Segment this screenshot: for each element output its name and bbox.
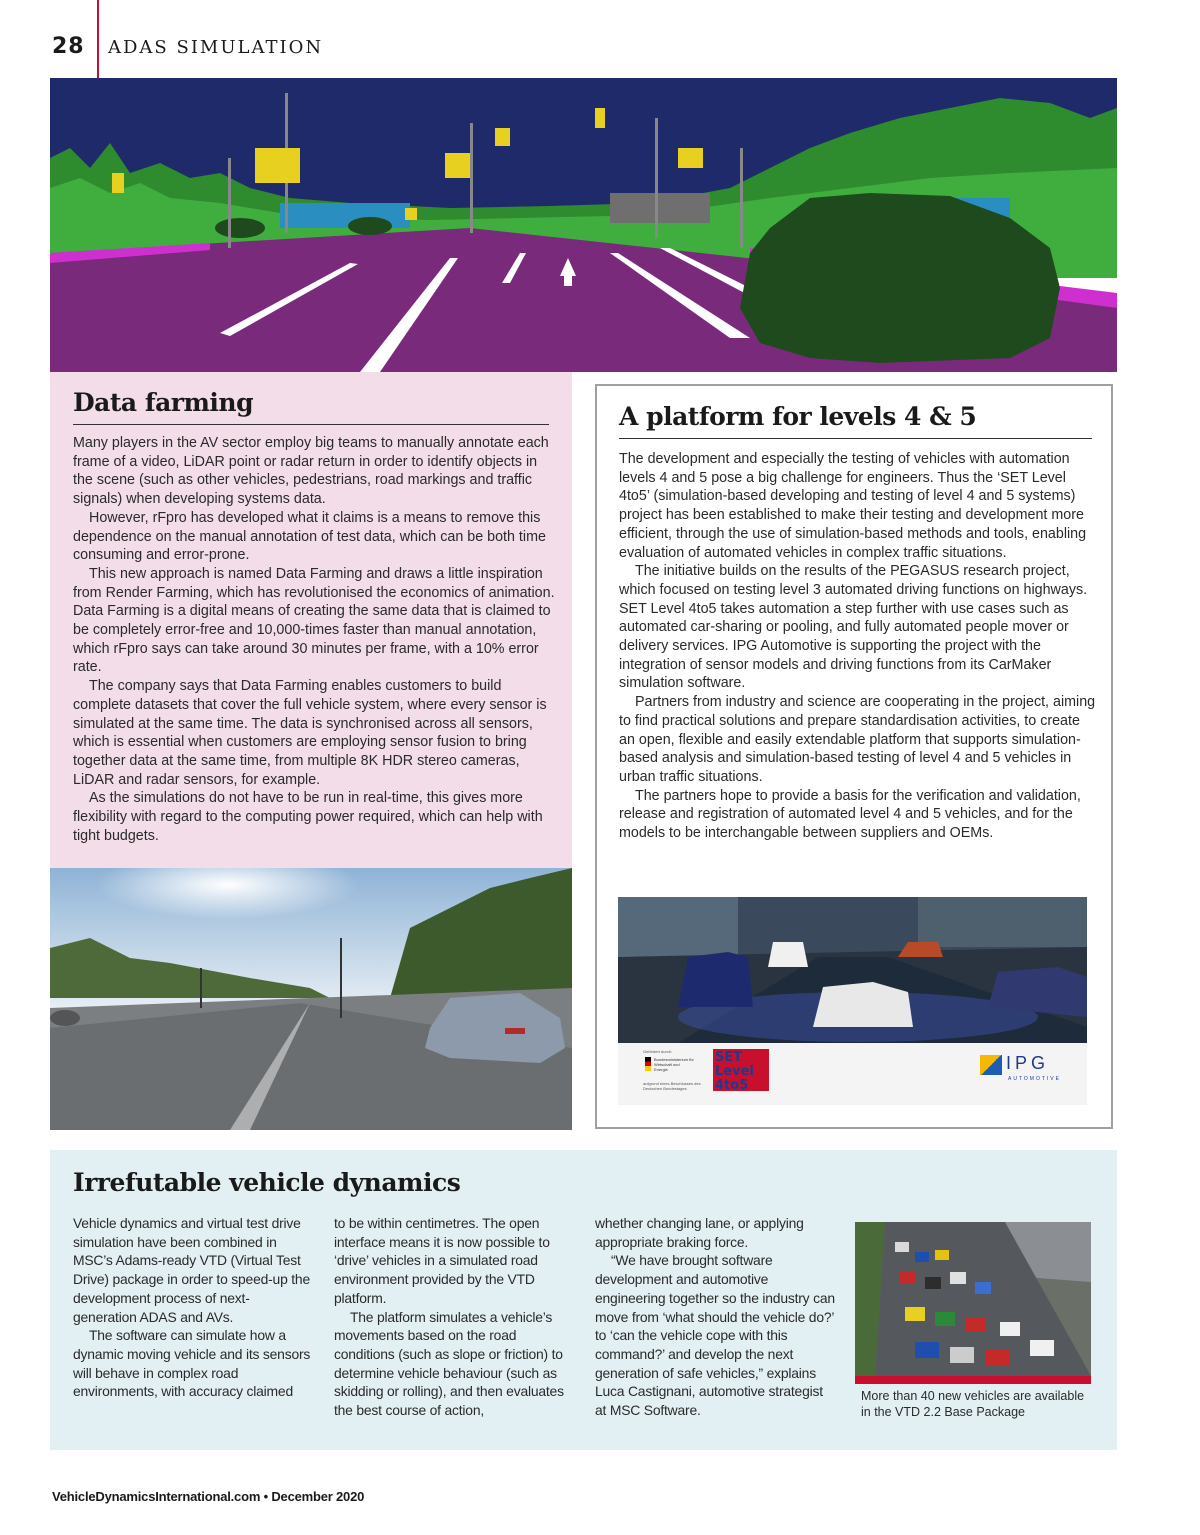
ministry-logo-top: Gefördert durch:: [643, 1049, 673, 1054]
traffic-jam-photo: [855, 1222, 1091, 1376]
ministry-logo-bottom: aufgrund eines Beschlusses des Deutschen Bundestages: [643, 1081, 701, 1091]
paragraph: Partners from industry and science are cooperating in the project, aiming to find practical solutions and prepare standardisation activities, to create an open, flexible and easily extendable platform that supports simulation-based analysis and simulation-based testing of level 4 and 5 vehicles in urban traffic situations.: [619, 694, 1096, 785]
footer: VehicleDynamicsInternational.com • December 2020: [52, 1489, 365, 1504]
dynamics-col-3: [595, 1214, 835, 1420]
ipg-logo-sub: AUTOMOTIVE: [1008, 1076, 1061, 1082]
platform-box: [595, 384, 1113, 1129]
paragraph: As the simulations do not have to be run in real-time, this gives more flexibility with regard to the computing power required, which can help with tight budgets.: [73, 790, 543, 844]
ministry-logo-name: Bundesministerium für Wirtschaft und Energie: [654, 1057, 694, 1072]
data-farming-panel: [50, 372, 572, 868]
paragraph: The initiative builds on the results of the PEGASUS research project, which focused on testing level 3 automated driving functions on highways. SET Level 4to5 takes automation a step further with use cases such as automated car-sharing or pooling, and fully automated people mover or delivery services. IPG Automotive is supporting the project with the integration of sensor models and driving functions from its CarMaker simulation software.: [619, 563, 1088, 692]
dynamics-col-1: [73, 1214, 313, 1401]
traffic-render: [618, 897, 1087, 1043]
paragraph: The partners hope to provide a basis for the verification and validation, release and registration of automated level 4 and 5 vehicles, and for the models to be interchangable between suppliers and OEMs.: [619, 787, 1081, 842]
paragraph: This new approach is named Data Farming and draws a little inspiration from Render Farming, which has revolutionised the economics of animation. Data Farming is a digital means of creating the same data that is claimed to be completely error-free and 10,000-times faster than manual annotation, which rFpro says can take around 30 minutes per frame, with a 10% error rate.: [73, 565, 555, 676]
paragraph: to be within centimetres. The open interface means it is now possible to ‘drive’ vehicles in a simulated road environment provided by the VTD platform.: [334, 1215, 550, 1306]
ipg-logo-icon: [980, 1055, 1002, 1075]
vehicle-dynamics-panel: [50, 1150, 1117, 1450]
ipg-logo-text: IPG: [1006, 1053, 1050, 1073]
caption-accent-bar: [855, 1376, 1091, 1384]
paragraph: The platform simulates a vehicle’s movements based on the road conditions (such as slope or friction) to determine vehicle behaviour (such as skidding or rolling), and then evaluates the best course of action,: [334, 1308, 564, 1419]
platform-body: [619, 450, 1097, 843]
photo-caption: More than 40 new vehicles are available in the VTD 2.2 Base Package: [861, 1389, 1085, 1419]
data-farming-rule: [73, 424, 549, 425]
paragraph: Many players in the AV sector employ big teams to manually annotate each frame of a video, LiDAR point or radar return in order to identify objects in the scene (such as other vehicles, pedestrians, road markings and traffic signals) when developing systems data.: [73, 435, 549, 508]
platform-title: A platform for levels 4 & 5: [619, 402, 977, 431]
set-level-logo-text: SET Level 4to5: [715, 1050, 754, 1093]
page-number: 28: [52, 34, 85, 59]
section-title: ADAS SIMULATION: [108, 37, 324, 58]
dynamics-col-2: [334, 1214, 574, 1420]
dynamics-title: Irrefutable vehicle dynamics: [73, 1168, 461, 1197]
paragraph: However, rFpro has developed what it claims is a means to remove this dependence on the manual annotation of test data, which can be both time consuming and error-prone.: [73, 509, 546, 564]
paragraph: The company says that Data Farming enables customers to build complete datasets that cover the full vehicle system, where every sensor is simulated at the same time. The data is synchronised across all sensors, which is essential when customers are employing sensor fusion to bring together data at the same time, from multiple 8K HDR stereo cameras, LiDAR and radar sensors, for example.: [73, 678, 547, 788]
paragraph: Vehicle dynamics and virtual test drive simulation have been combined in MSC’s Adams-ready VTD (Virtual Test Drive) package in order to speed-up the development process of next-generation ADAS and AVs.: [73, 1215, 310, 1325]
paragraph: The development and especially the testing of vehicles with automation levels 4 and 5 pose a big challenge for engineers. Thus the ‘SET Level 4to5’ (simulation-based developing and testing of level 4 and 5 systems) project has been established to make their testing and development more efficient, through the use of simulation-based methods and tools, enabling evaluation of automated vehicles in complex traffic situations.: [619, 451, 1087, 561]
logo-strip: [618, 1043, 1087, 1105]
paragraph: The software can simulate how a dynamic moving vehicle and its sensors will behave in complex road environments, with accuracy claimed: [73, 1327, 311, 1400]
segmentation-image: [50, 78, 1117, 372]
platform-rule: [619, 438, 1092, 439]
road-photo: [50, 868, 572, 1130]
header-divider: [97, 0, 99, 78]
paragraph: “We have brought software development and automotive engineering together so the industry can move from ‘what should the vehicle do?’ to ‘can the vehicle cope with this command?’ and develop the next generation of safe vehicles,” explains Luca Castignani, automotive strategist at MSC Software.: [595, 1252, 835, 1419]
paragraph: whether changing lane, or applying appropriate braking force.: [595, 1215, 804, 1250]
data-farming-title: Data farming: [73, 388, 254, 417]
german-flag-icon: [645, 1057, 651, 1071]
data-farming-body: [73, 434, 555, 845]
